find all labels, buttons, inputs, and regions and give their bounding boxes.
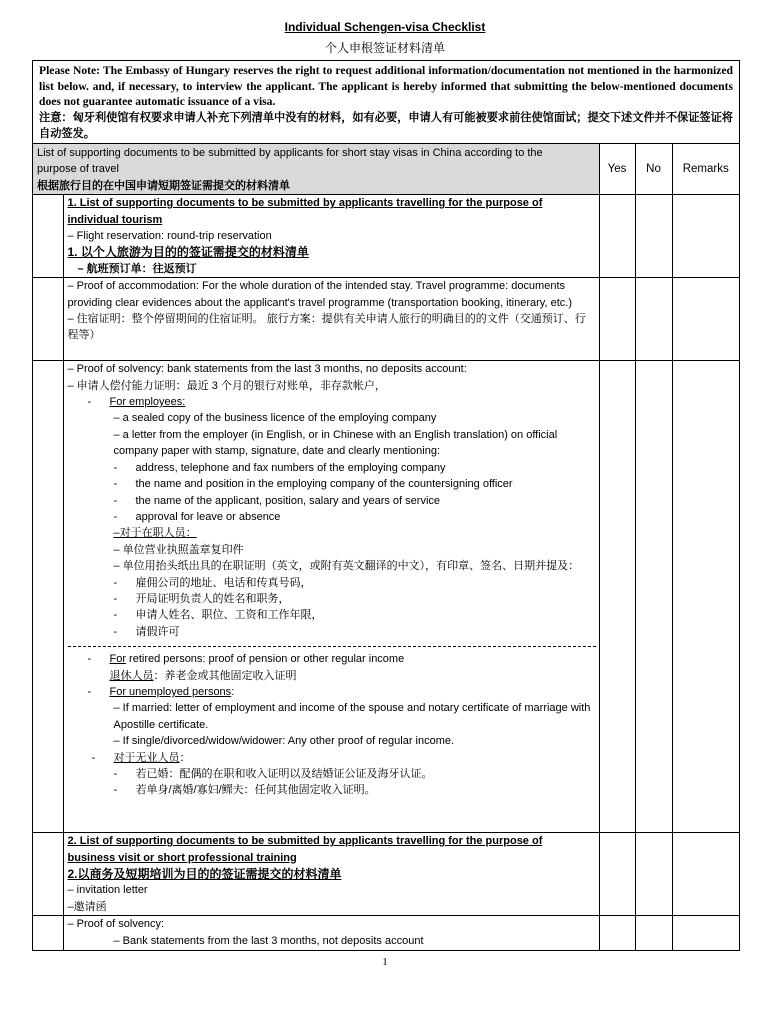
invitation-letter-chinese: –邀请函 — [67, 900, 107, 913]
yes-checkbox-cell[interactable] — [599, 833, 635, 916]
list-item: 若已婚：配偶的在职和收入证明以及结婚证公证及海牙认证。 — [135, 768, 433, 780]
list-item: 雇佣公司的地址、电话和传真号码， — [135, 576, 312, 589]
section1-title: 1. List of supporting documents to be submitted by applicants travelling for the purpose of individual tourism — [67, 197, 543, 226]
dashed-separator — [68, 646, 596, 647]
accommodation-cell — [63, 278, 599, 361]
no-checkbox-cell[interactable] — [635, 195, 672, 278]
remarks-cell[interactable] — [672, 833, 739, 916]
retired-text: For retired persons: proof of pension or other regular income — [109, 653, 405, 666]
page-number: 1 — [382, 956, 388, 968]
remarks-cell[interactable] — [672, 278, 739, 361]
business-bank-statement-text: – Bank statements from the last 3 months, not deposits account — [113, 934, 424, 947]
section1-title-chinese: 1. 以个人旅游为目的的签证需提交的材料清单 — [67, 245, 309, 260]
list-item: approval for leave or absence — [135, 510, 281, 523]
notice-chinese: 注意：匈牙利使馆有权要求申请人补充下列清单中没有的材料，如有必要，申请人有可能被要求前往使馆面试；提交下述文件并不保证签证将自动签发。 — [39, 110, 733, 140]
business-solvency-text: – Proof of solvency: — [67, 918, 165, 931]
section2-title: 2. List of supporting documents to be submitted by applicants travelling for the purpose of business visit or short professional training — [67, 835, 543, 864]
retired-chinese: 退休人员：养老金或其他固定收入证明 — [109, 669, 297, 682]
yes-checkbox-cell[interactable] — [599, 278, 635, 361]
header-main-chinese: 根据旅行目的在中国申请短期签证需提交的材料清单 — [37, 179, 290, 192]
business-licence-text: – a sealed copy of the business licence of the employing company — [113, 412, 437, 425]
flight-reservation-text: – Flight reservation: round-trip reservation — [67, 230, 272, 243]
checklist-frame — [32, 60, 740, 951]
unemployed-label: For unemployed persons: — [109, 685, 235, 698]
table-row — [33, 278, 739, 361]
unemployed-single-text: – If single/divorced/widow/widower: Any other proof of regular income. — [113, 735, 455, 748]
header-main-english: List of supporting documents to be submitted by applicants for short stay visas in China according to the purpose of travel — [37, 147, 543, 176]
solvency-text: – Proof of solvency: bank statements from the last 3 months, no deposits account: — [67, 363, 467, 376]
notice-english: Please Note: The Embassy of Hungary reserves the right to request additional information/documentation not mentioned in the harmonized list below. and, if necessary, to interview the applicant. The applicant is hereby informed that submitting the below-mentioned documents does not guarantee automatic issuance of a visa. — [39, 64, 733, 109]
no-checkbox-cell[interactable] — [635, 278, 672, 361]
checklist-table — [33, 144, 739, 951]
business-licence-chinese: – 单位营业执照盖章复印件 — [113, 543, 244, 556]
row-number-cell — [33, 361, 63, 833]
list-item: the name of the applicant, position, salary and years of service — [135, 494, 441, 507]
business-cell — [63, 833, 599, 916]
business-solvency-cell — [63, 916, 599, 951]
yes-checkbox-cell[interactable] — [599, 916, 635, 951]
accommodation-chinese: – 住宿证明：整个停留期间的住宿证明。 旅行方案：提供有关申请人旅行的明确目的的文件（交通预订、行程等） — [67, 313, 586, 342]
employer-letter-text: – a letter from the employer (in English, or in Chinese with an English translation) on official company paper with stamp, signature, date and clearly mentioning: — [113, 428, 558, 458]
table-header-row — [33, 144, 739, 195]
table-row — [33, 833, 739, 916]
row-number-cell — [33, 195, 63, 278]
no-checkbox-cell[interactable] — [635, 916, 672, 951]
row-number-cell — [33, 916, 63, 951]
notice-box — [33, 61, 739, 144]
invitation-letter-text: – invitation letter — [67, 884, 148, 897]
solvency-cell: – Proof of solvency: bank statements from the last 3 months, no deposits account: – 申请人偿付能力证明：最近 3 个月的银行对账单，非存款帐户， - For employees: – a sealed copy of the business licence of the employing company – a letter from the employer (in English, or in Chinese with an English translation) on official company paper with stamp, signature, date and clearly mentioning: - address, telephone and fax numbers of the employing company - the name and position in the employing company of the countersigning officer - the name of the applicant, position, salary and years of service - approval for leave or absence –对于在职人员： – 单位营业执照盖章复印件 – 单位用抬头纸出具的在职证明（英文，或附有英文翻译的中文），有印章、签名、日期并提及： - 雇佣公司的地址、电话和传真号码， - 开局证明负责人的姓名和职务， - 申请人姓名、职位、工资和工作年限， - 请假许可 - For retired persons: proof of pension or other regular income 退休人员：养老金或其他固定收入证明 - For unemployed persons: – If married: letter of employment and income of the spouse and notary certificate of marriage with Apostille certificate. – If single/divorced/widow/widower: Any other proof of regular income. - 对于无业人员： - 若已婚：配偶的在职和收入证明以及结婚证公证及海牙认证。 - 若单身/离婚/寡妇/鳏夫：任何其他固定收入证明。 — [63, 361, 599, 833]
list-item: 开局证明负责人的姓名和职务， — [135, 592, 290, 605]
no-checkbox-cell[interactable] — [635, 833, 672, 916]
no-checkbox-cell[interactable] — [635, 361, 672, 833]
list-item: 请假许可 — [135, 625, 180, 638]
accommodation-text: – Proof of accommodation: For the whole duration of the intended stay. Travel programme: documents providing clear evidences about the applicant's travel programme (transportation booking, itinerary, etc.) — [67, 280, 572, 309]
list-item: 申请人姓名、职位、工资和工作年限， — [135, 609, 323, 622]
document-subtitle: 个人申根签证材料清单 — [324, 41, 445, 55]
row-number-cell — [33, 833, 63, 916]
header-remarks: Remarks — [672, 144, 739, 195]
remarks-cell[interactable] — [672, 195, 739, 278]
employees-label-chinese: –对于在职人员： — [113, 527, 197, 540]
tourism-cell — [63, 195, 599, 278]
yes-checkbox-cell[interactable] — [599, 195, 635, 278]
table-row — [33, 916, 739, 951]
table-row — [33, 195, 739, 278]
section2-title-chinese: 2.以商务及短期培训为目的的签证需提交的材料清单 — [67, 867, 342, 882]
remarks-cell[interactable] — [672, 361, 739, 833]
remarks-cell[interactable] — [672, 916, 739, 951]
header-yes: Yes — [599, 144, 635, 195]
unemployed-label-chinese: 对于无业人员： — [113, 751, 191, 764]
unemployed-married-text: – If married: letter of employment and income of the spouse and notary certificate of marriage with Apostille certificate. — [113, 702, 591, 731]
list-item: the name and position in the employing company of the countersigning officer — [135, 478, 513, 491]
flight-reservation-chinese: – 航班预订单：往返预订 — [77, 262, 197, 275]
table-row — [33, 361, 739, 833]
header-no: No — [635, 144, 672, 195]
row-number-cell — [33, 278, 63, 361]
employees-label: For employees: — [109, 396, 186, 409]
document-title: Individual Schengen-visa Checklist — [284, 20, 486, 34]
solvency-chinese: – 申请人偿付能力证明：最近 3 个月的银行对账单，非存款帐户， — [67, 379, 386, 392]
yes-checkbox-cell[interactable] — [599, 361, 635, 833]
list-item: 若单身/离婚/寡妇/鳏夫：任何其他固定收入证明。 — [135, 784, 376, 797]
employer-letter-chinese: – 单位用抬头纸出具的在职证明（英文，或附有英文翻译的中文），有印章、签名、日期并提及： — [113, 560, 580, 573]
list-item: address, telephone and fax numbers of the employing company — [135, 461, 446, 474]
